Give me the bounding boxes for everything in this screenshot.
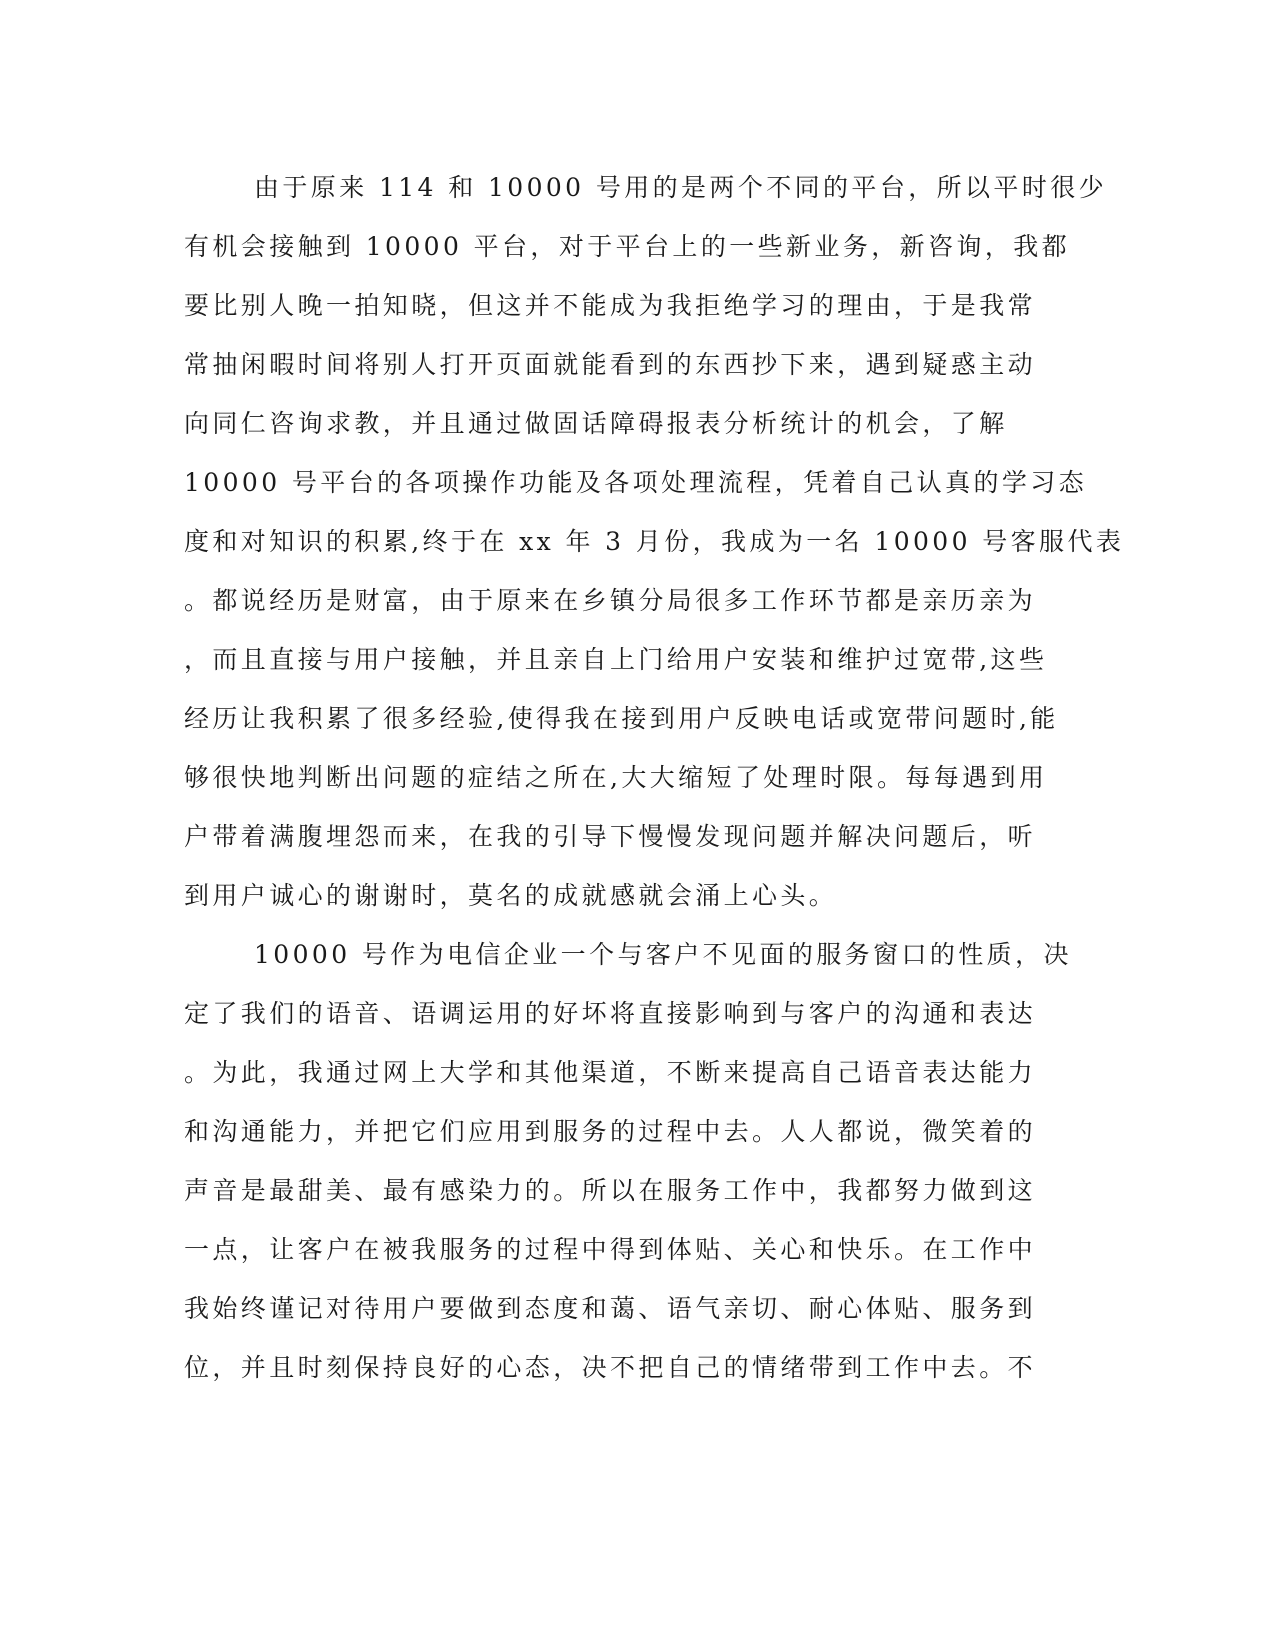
text-line: 到用户诚心的谢谢时，莫名的成就感就会涌上心头。 — [184, 881, 838, 910]
text-line: 由于原来 114 和 10000 号用的是两个不同的平台，所以平时很少 — [254, 173, 1108, 202]
paragraph-1 — [184, 158, 1125, 925]
text-line: 向同仁咨询求教，并且通过做固话障碍报表分析统计的机会，了解 — [184, 409, 1008, 438]
text-line: 声音是最甜美、最有感染力的。所以在服务工作中，我都努力做到这 — [184, 1176, 1037, 1205]
text-line: 有机会接触到 10000 平台，对于平台上的一些新业务，新咨询，我都 — [184, 232, 1071, 261]
text-line: 经历让我积累了很多经验,使得我在接到用户反映电话或宽带问题时,能 — [184, 704, 1059, 733]
document-body — [184, 158, 1125, 1397]
text-line: 要比别人晚一拍知晓，但这并不能成为我拒绝学习的理由，于是我常 — [184, 291, 1037, 320]
text-line: ，而且直接与用户接触，并且亲自上门给用户安装和维护过宽带,这些 — [184, 645, 1048, 674]
text-line: 我始终谨记对待用户要做到态度和蔼、语气亲切、耐心体贴、服务到 — [184, 1294, 1037, 1323]
text-line: 定了我们的语音、语调运用的好坏将直接影响到与客户的沟通和表达 — [184, 999, 1037, 1028]
text-line: 度和对知识的积累,终于在 xx 年 3 月份，我成为一名 10000 号客服代表 — [184, 527, 1125, 556]
text-line: 位，并且时刻保持良好的心态，决不把自己的情绪带到工作中去。不 — [184, 1353, 1037, 1382]
text-line: 常抽闲暇时间将别人打开页面就能看到的东西抄下来，遇到疑惑主动 — [184, 350, 1037, 379]
text-line: 10000 号作为电信企业一个与客户不见面的服务窗口的性质，决 — [254, 940, 1072, 969]
paragraph-2 — [184, 925, 1072, 1397]
text-line: 。都说经历是财富，由于原来在乡镇分局很多工作环节都是亲历亲为 — [184, 586, 1037, 615]
text-line: 10000 号平台的各项操作功能及各项处理流程，凭着自己认真的学习态 — [184, 468, 1088, 497]
text-line: 户带着满腹埋怨而来，在我的引导下慢慢发现问题并解决问题后，听 — [184, 822, 1037, 851]
text-line: 。为此，我通过网上大学和其他渠道，不断来提高自己语音表达能力 — [184, 1058, 1037, 1087]
text-line: 一点，让客户在被我服务的过程中得到体贴、关心和快乐。在工作中 — [184, 1235, 1037, 1264]
text-line: 够很快地判断出问题的症结之所在,大大缩短了处理时限。每每遇到用 — [184, 763, 1048, 792]
text-line: 和沟通能力，并把它们应用到服务的过程中去。人人都说，微笑着的 — [184, 1117, 1037, 1146]
